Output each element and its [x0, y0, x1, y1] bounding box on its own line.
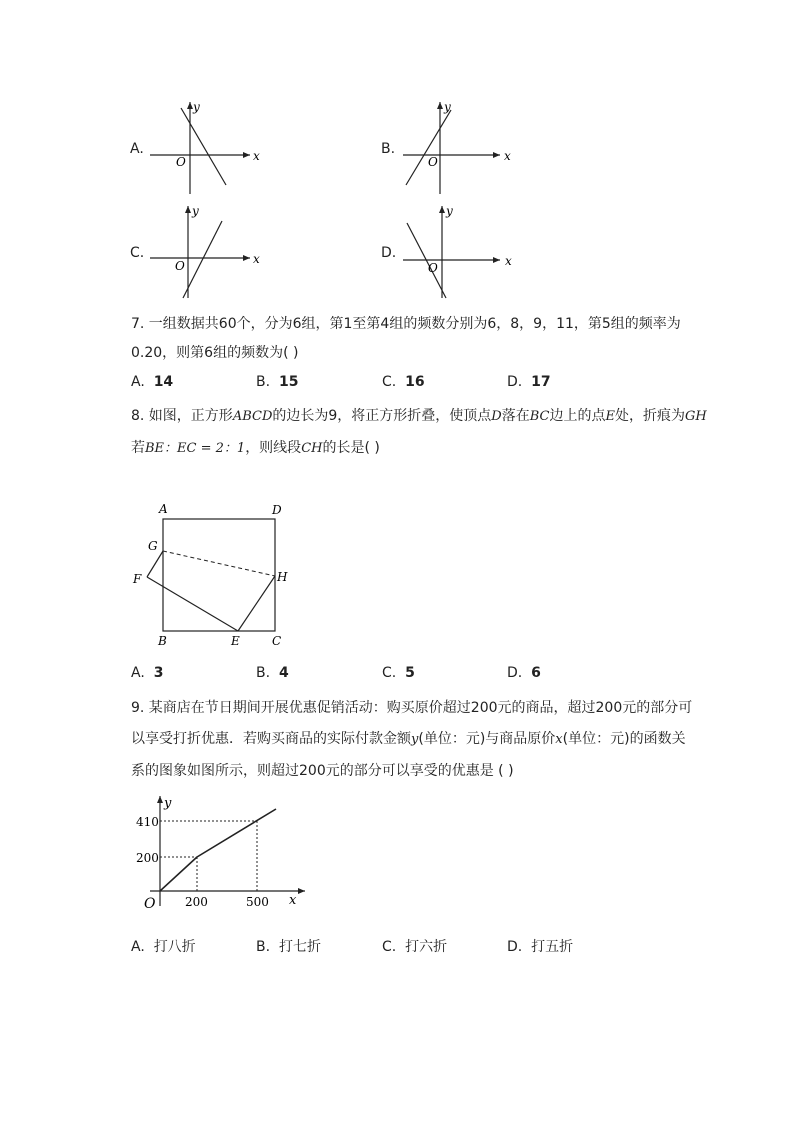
text-span: 8. 如图，正方形: [131, 408, 233, 424]
origin-label: O: [428, 261, 438, 275]
math-d: D: [491, 409, 502, 424]
text-span: ，则线段: [245, 440, 302, 456]
point-c-label: C: [272, 634, 282, 648]
x-axis-label: x: [504, 149, 511, 163]
option-value: 3: [153, 665, 164, 681]
point-g-label: G: [148, 539, 158, 553]
text-span: (单位：元)的函数关: [562, 731, 686, 747]
math-ratio: BE：EC = 2：1: [145, 441, 246, 456]
q9-option-a[interactable]: [131, 936, 196, 956]
origin-label: O: [428, 155, 438, 169]
point-a-label: A: [159, 502, 168, 516]
point-f-label: F: [133, 572, 142, 586]
q9-option-b[interactable]: [256, 936, 321, 956]
option-value: 14: [153, 374, 174, 390]
y-axis-label: y: [444, 100, 451, 114]
origin-label: O: [175, 259, 185, 273]
option-label: A.: [130, 141, 144, 157]
y-axis-label: y: [192, 204, 199, 218]
point-b-label: B: [158, 634, 167, 648]
y-axis-label: y: [193, 100, 200, 114]
option-label: D.: [507, 374, 523, 390]
q7-text-line1: 7. 一组数据共60个，分为6组，第1至第4组的频数分别为6，8，9，11，第5组的频率为: [131, 316, 681, 332]
math-y: y: [411, 732, 419, 747]
text-span: (单位：元)与商品原价: [418, 731, 556, 747]
y-axis-label: y: [446, 204, 453, 218]
option-label: D.: [381, 245, 397, 261]
text-span: 边上的点: [549, 408, 606, 424]
text-span: 若: [131, 440, 145, 456]
option-label: C.: [382, 665, 397, 681]
q9-text-line3: 系的图象如图所示，则超过200元的部分可以享受的优惠是 ( ): [131, 763, 514, 779]
q9-option-c[interactable]: [382, 936, 447, 956]
x-tick-200: 200: [185, 895, 208, 909]
option-value: 打六折: [405, 939, 448, 955]
option-label: A.: [131, 939, 145, 955]
option-label: B.: [381, 141, 396, 157]
option-label: D.: [507, 939, 523, 955]
option-value: 16: [405, 374, 425, 390]
math-ch: CH: [301, 441, 323, 456]
math-gh: GH: [684, 409, 707, 424]
option-label: D.: [507, 665, 523, 681]
y-tick-410: 410: [136, 815, 159, 829]
origin-label: O: [176, 155, 186, 169]
option-label: C.: [382, 939, 397, 955]
x-axis-label: x: [253, 149, 260, 163]
text-span: 的长是( ): [322, 440, 380, 456]
math-x: x: [555, 732, 563, 747]
text-span: 落在: [501, 408, 530, 424]
option-label: B.: [256, 939, 271, 955]
option-value: 打八折: [153, 939, 196, 955]
x-axis-label: x: [505, 254, 512, 268]
y-tick-200: 200: [136, 851, 159, 865]
option-value: 4: [278, 665, 289, 681]
text-span: 处，折痕为: [614, 408, 685, 424]
x-axis-label: x: [253, 252, 260, 266]
option-label: A.: [131, 374, 145, 390]
y-axis-label: y: [164, 796, 172, 811]
option-value: 17: [531, 374, 551, 390]
option-value: 15: [278, 374, 299, 390]
segment-first: [160, 857, 197, 891]
option-label: B.: [256, 374, 271, 390]
x-tick-500: 500: [246, 895, 269, 909]
option-label: C.: [382, 374, 397, 390]
point-h-label: H: [277, 570, 288, 584]
option-value: 5: [405, 665, 415, 681]
q9-option-d[interactable]: [507, 936, 573, 956]
q9-text-line1: 9. 某商店在节日期间开展优惠促销活动：购买原价超过200元的商品，超过200元的部分可: [131, 700, 693, 716]
text-span: 的边长为9，将正方形折叠，使顶点: [272, 408, 492, 424]
origin-label: O: [144, 896, 156, 912]
option-label: A.: [131, 665, 145, 681]
text-span: 以享受打折优惠．若购买商品的实际付款金额: [131, 731, 411, 747]
segment-second: [197, 809, 276, 857]
option-value: 打五折: [531, 939, 574, 955]
option-value: 6: [531, 665, 541, 681]
point-d-label: D: [272, 503, 282, 517]
q7-text-line2: 0.20，则第6组的频数为( ): [131, 345, 299, 361]
option-label: B.: [256, 665, 271, 681]
point-e-label: E: [231, 634, 240, 648]
math-bc: BC: [529, 409, 550, 424]
math-abcd: ABCD: [232, 409, 273, 424]
math-e: E: [605, 409, 615, 424]
option-label: C.: [130, 245, 145, 261]
option-value: 打七折: [278, 939, 321, 955]
x-axis-label: x: [289, 893, 297, 908]
